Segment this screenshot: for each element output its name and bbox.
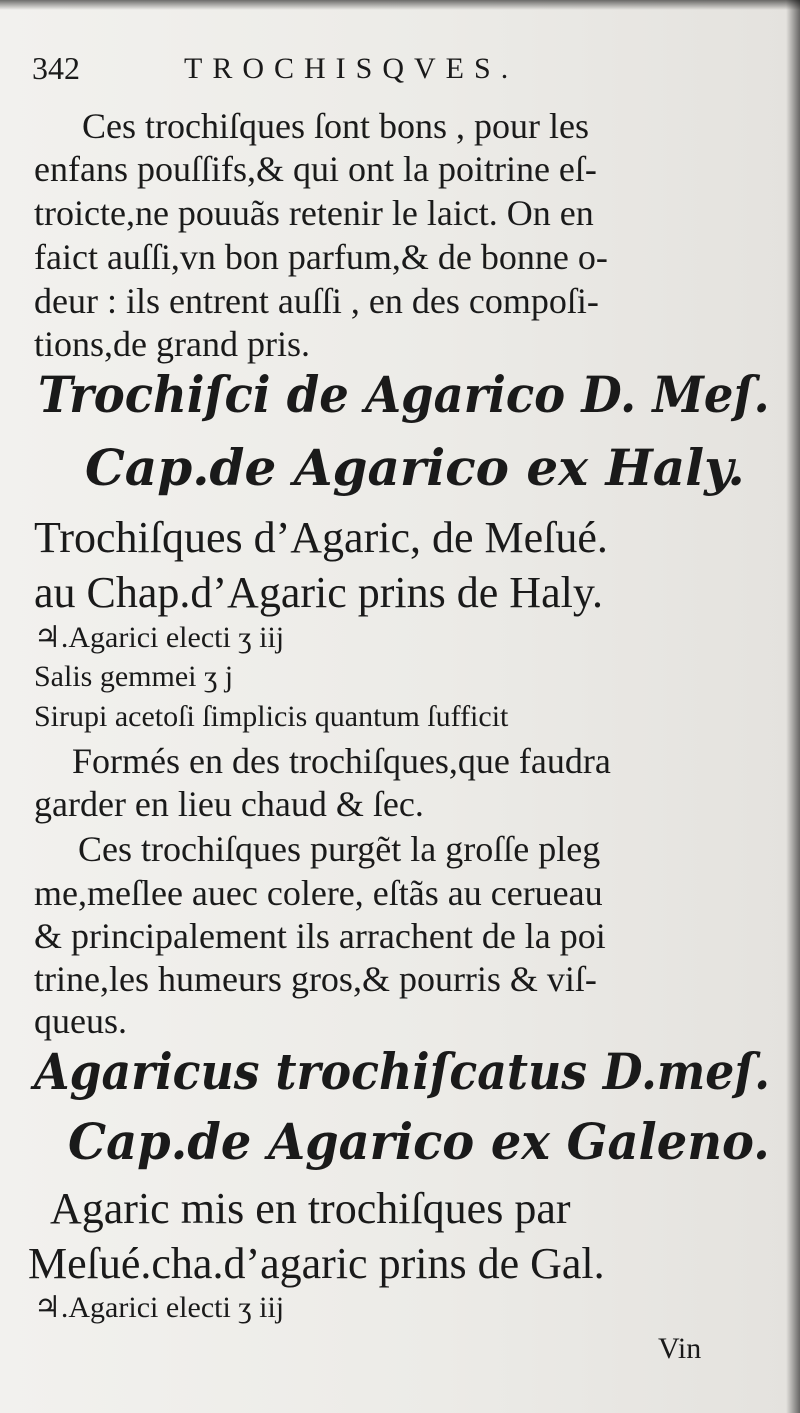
latin-subheading: Cap.de Agarico ex Haly. (85, 438, 745, 497)
text-line: tions,de grand pris. (34, 324, 310, 364)
text-line: me,meſlee auec colere, eſtãs au cerueau (34, 873, 603, 913)
french-subheading: au Chap.d’Agaric prins de Haly. (34, 568, 603, 617)
text-line: troicte,ne pouuãs retenir le laict. On en (34, 193, 594, 233)
french-heading: Agaric mis en trochiſques par (50, 1184, 571, 1233)
text-line: deur : ils entrent auſſi , en des compoſi- (34, 281, 599, 321)
text-line: Ces trochiſques ſont bons , pour les (82, 106, 589, 146)
text-line: enfans pouſſifs,& qui ont la poitrine eſ- (34, 149, 597, 189)
french-subheading: Meſué.cha.d’agaric prins de Gal. (28, 1239, 605, 1288)
latin-subheading: Cap.de Agarico ex Galeno. (68, 1112, 770, 1171)
recipe-ingredient: Sirupi acetoſi ſimplicis quantum ſufficit (34, 700, 509, 733)
french-heading: Trochiſques d’Agaric, de Meſué. (34, 513, 608, 562)
text-line: garder en lieu chaud & ſec. (34, 784, 424, 824)
recipe-ingredient: ♃.Agarici electi ʒ iij (34, 1291, 285, 1324)
text-line: queus. (34, 1001, 127, 1041)
latin-heading: Trochiſci de Agarico D. Meſ. (38, 365, 770, 424)
text-line: trine,les humeurs gros,& pourris & viſ- (34, 959, 597, 999)
running-header (32, 50, 592, 90)
page-number: 342 (32, 50, 80, 86)
page-top-edge (0, 0, 800, 10)
running-title: TROCHISQVES. (184, 52, 519, 85)
text-line: faict auſſi,vn bon parfum,& de bonne o- (34, 237, 608, 277)
page-gutter-shadow (786, 0, 800, 1413)
text-line: Formés en des trochiſques,que faudra (72, 741, 611, 781)
catchword: Vin (658, 1332, 702, 1365)
recipe-ingredient: Salis gemmei ʒ j (34, 660, 234, 693)
text-line: Ces trochiſques purgẽt la groſſe pleg (78, 829, 601, 869)
recipe-ingredient: ♃.Agarici electi ʒ iij (34, 621, 285, 654)
text-line: & principalement ils arrachent de la poi (34, 916, 606, 956)
latin-heading: Agaricus trochiſcatus D.meſ. (34, 1042, 771, 1101)
